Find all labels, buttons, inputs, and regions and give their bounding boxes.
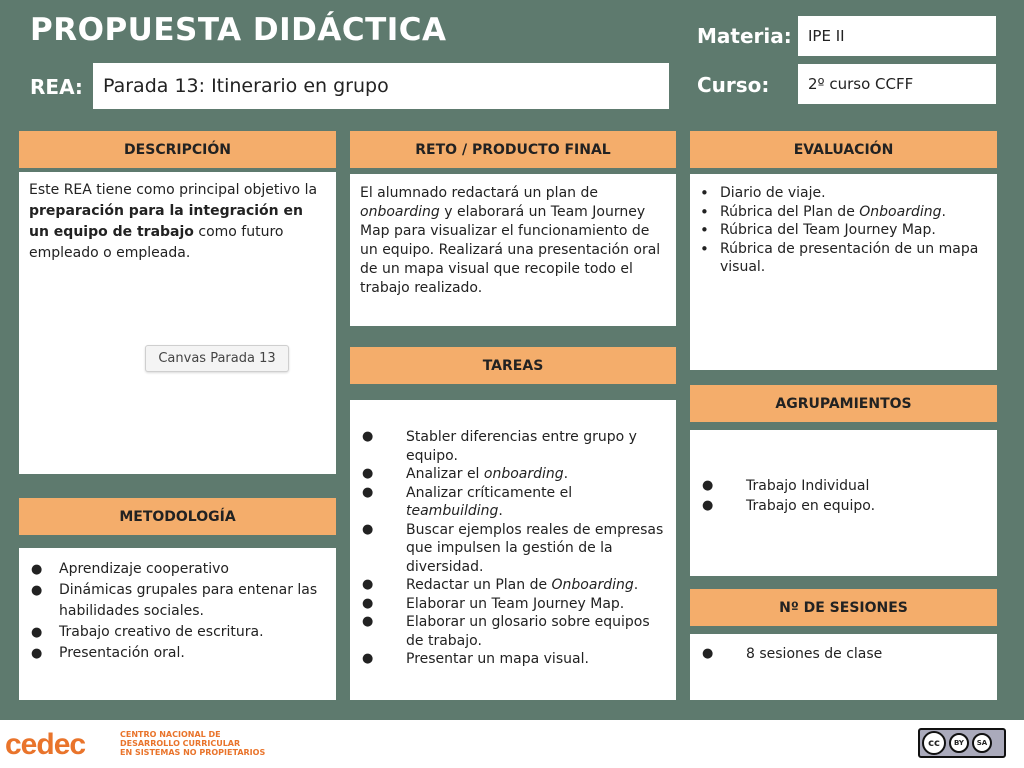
cedec-org-name: CENTRO NACIONAL DE DESARROLLO CURRICULAR EN SISTEMAS NO PROPIETARIOS — [120, 730, 266, 757]
cc-license-badge[interactable] — [918, 728, 1006, 758]
reto-heading: RETO / PRODUCTO FINAL — [350, 131, 676, 168]
list-item: • Rúbrica del Team Journey Map. — [690, 221, 991, 240]
descripcion-panel — [19, 172, 336, 474]
agrupamientos-panel — [690, 430, 997, 576]
rea-label: REA: — [30, 75, 83, 99]
rea-value: Parada 13: Itinerario en grupo — [93, 63, 669, 109]
descripcion-heading: DESCRIPCIÓN — [19, 131, 336, 168]
list-item: ● Stabler diferencias entre grupo y equipo. — [350, 428, 668, 465]
list-item: ● Presentar un mapa visual. — [350, 650, 668, 669]
list-item: ● Trabajo en equipo. — [690, 496, 991, 516]
list-item: ● Aprendizaje cooperativo — [19, 559, 330, 580]
curso-label: Curso: — [697, 73, 770, 97]
metodologia-list — [19, 559, 330, 664]
metodologia-heading: METODOLOGÍA — [19, 498, 336, 535]
sesiones-heading: Nº DE SESIONES — [690, 589, 997, 626]
evaluacion-heading: EVALUACIÓN — [690, 131, 997, 168]
footer — [0, 720, 1024, 768]
list-item: • Rúbrica de presentación de un mapa visual. — [690, 240, 991, 277]
list-item: ● Redactar un Plan de Onboarding. — [350, 576, 668, 595]
list-item: ● Trabajo creativo de escritura. — [19, 622, 330, 643]
descripcion-text: Este REA tiene como principal objetivo la preparación para la integración en un equipo de trabajo como futuro empleado o empleada. — [29, 182, 318, 261]
reto-panel — [350, 174, 676, 326]
tareas-panel — [350, 400, 676, 700]
materia-label: Materia: — [697, 24, 792, 48]
sa-icon: SA — [972, 733, 992, 753]
list-item: ● Analizar el onboarding. — [350, 465, 668, 484]
list-item: ● Analizar críticamente el teambuilding. — [350, 484, 668, 521]
list-item: ● Trabajo Individual — [690, 476, 991, 496]
list-item: • Diario de viaje. — [690, 184, 991, 203]
cedec-logo[interactable]: cedec — [5, 728, 86, 761]
sesiones-panel — [690, 634, 997, 700]
sesiones-list — [690, 644, 991, 664]
evaluacion-list — [690, 184, 991, 277]
page-title: PROPUESTA DIDÁCTICA — [30, 12, 447, 48]
evaluacion-panel — [690, 174, 997, 370]
list-item: ● Buscar ejemplos reales de empresas que impulsen la gestión de la diversidad. — [350, 521, 668, 577]
by-icon: BY — [949, 733, 969, 753]
canvas-parada-button[interactable]: Canvas Parada 13 — [145, 345, 289, 372]
list-item: ● Elaborar un Team Journey Map. — [350, 595, 668, 614]
list-item: ● Presentación oral. — [19, 643, 330, 664]
cc-icon: cc — [922, 731, 946, 755]
reto-text: El alumnado redactará un plan de onboarding y elaborará un Team Journey Map para visualizar el funcionamiento de un equipo. Realizará una presentación oral de un mapa visual que recopile todo el trabajo realizado. — [360, 185, 661, 296]
materia-value: IPE II — [798, 16, 996, 56]
metodologia-panel — [19, 548, 336, 700]
tareas-heading: TAREAS — [350, 347, 676, 384]
list-item: ● Dinámicas grupales para entenar las habilidades sociales. — [19, 580, 330, 622]
agrupamientos-list — [690, 476, 991, 516]
list-item: ● Elaborar un glosario sobre equipos de trabajo. — [350, 613, 668, 650]
tareas-list — [350, 428, 668, 669]
list-item: ● 8 sesiones de clase — [690, 644, 991, 664]
list-item: • Rúbrica del Plan de Onboarding. — [690, 203, 991, 222]
agrupamientos-heading: AGRUPAMIENTOS — [690, 385, 997, 422]
curso-value: 2º curso CCFF — [798, 64, 996, 104]
